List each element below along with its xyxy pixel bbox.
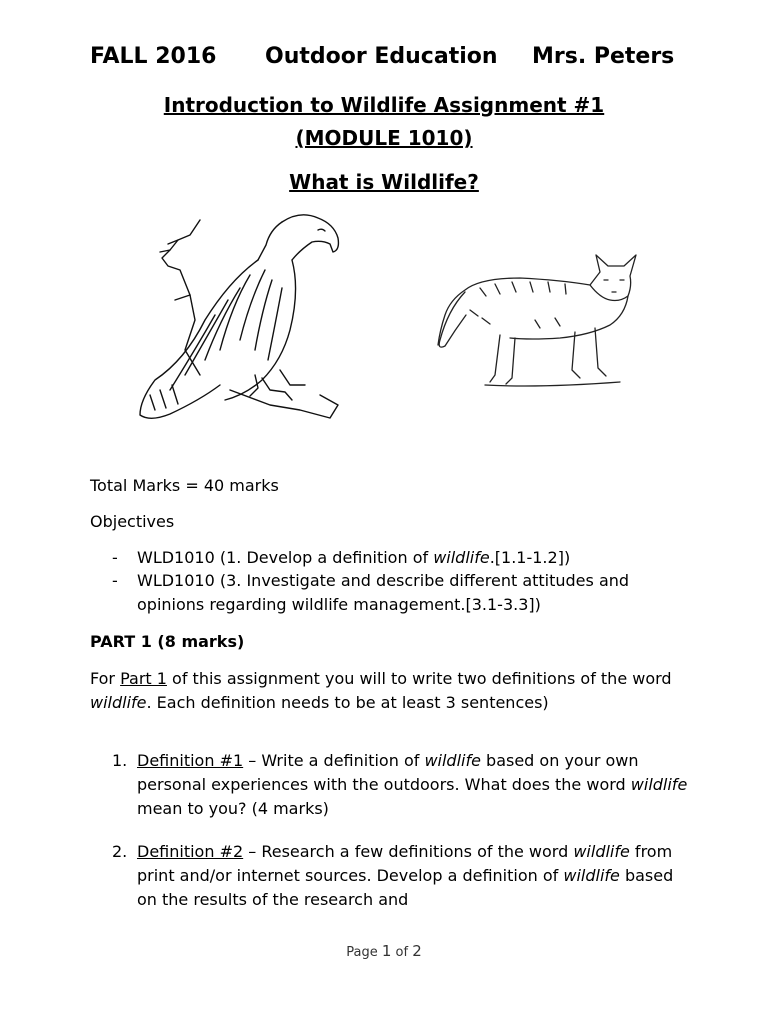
illustrations bbox=[0, 200, 768, 440]
definition-label: Definition #2 bbox=[137, 842, 244, 861]
bullet-dash: - bbox=[112, 548, 118, 567]
objective-text: WLD1010 (3. Investigate and describe different attitudes and opinions regarding wildlife management.[3.1-3.3]) bbox=[137, 571, 630, 614]
page-of: of bbox=[395, 945, 409, 960]
bullet-dash: - bbox=[112, 571, 118, 590]
definition-emphasis: wildlife bbox=[424, 751, 481, 770]
part1-reference: Part 1 bbox=[120, 669, 167, 688]
part1-intro bbox=[90, 667, 690, 715]
intro-text-end: . Each definition needs to be at least 3 sentences) bbox=[146, 693, 549, 712]
definition-text bbox=[137, 840, 697, 912]
item-number: 1. bbox=[112, 751, 128, 770]
definition-text-middle: from print and/or internet sources. Develop a definition of bbox=[137, 842, 673, 885]
intro-text-middle: of this assignment you will to write two definitions of the word bbox=[166, 669, 672, 688]
header-teacher: Mrs. Peters bbox=[532, 44, 675, 69]
intro-emphasis: wildlife bbox=[90, 693, 147, 712]
page-label: Page bbox=[346, 945, 378, 960]
part1-heading: PART 1 (8 marks) bbox=[90, 632, 245, 651]
page-current: 1 bbox=[381, 942, 392, 960]
definition-emphasis: wildlife bbox=[573, 842, 630, 861]
definition-text bbox=[137, 749, 697, 821]
total-marks: Total Marks = 40 marks bbox=[90, 476, 279, 495]
definition-label: Definition #1 bbox=[137, 751, 244, 770]
assignment-title: Introduction to Wildlife Assignment #1 bbox=[163, 93, 605, 117]
objective-text-end: .[1.1-1.2]) bbox=[489, 548, 571, 567]
definition-emphasis: wildlife bbox=[563, 866, 620, 885]
objective-emphasis: wildlife bbox=[433, 548, 490, 567]
wolf-illustration bbox=[0, 200, 768, 440]
definition-text-start: – Research a few definitions of the word bbox=[243, 842, 574, 861]
objective-text bbox=[137, 546, 697, 570]
item-number: 2. bbox=[112, 842, 128, 861]
definition-text-end: mean to you? (4 marks) bbox=[137, 799, 329, 818]
definition-text-end: based on the results of the research and bbox=[137, 866, 674, 909]
module-title: (MODULE 1010) bbox=[295, 126, 473, 150]
page-total: 2 bbox=[412, 942, 422, 960]
definition-text-start: – Write a definition of bbox=[243, 751, 425, 770]
question-title: What is Wildlife? bbox=[289, 170, 479, 194]
definition-emphasis: wildlife bbox=[630, 775, 688, 794]
page-footer bbox=[0, 942, 768, 960]
header-course: Outdoor Education bbox=[265, 44, 498, 69]
definition-text-middle: based on your own personal experiences with the outdoors. What does the word bbox=[137, 751, 639, 794]
objective-text-start: WLD1010 (1. Develop a definition of bbox=[137, 548, 434, 567]
intro-text-start: For bbox=[90, 669, 121, 688]
header-term: FALL 2016 bbox=[90, 44, 217, 69]
objectives-heading: Objectives bbox=[90, 512, 175, 531]
